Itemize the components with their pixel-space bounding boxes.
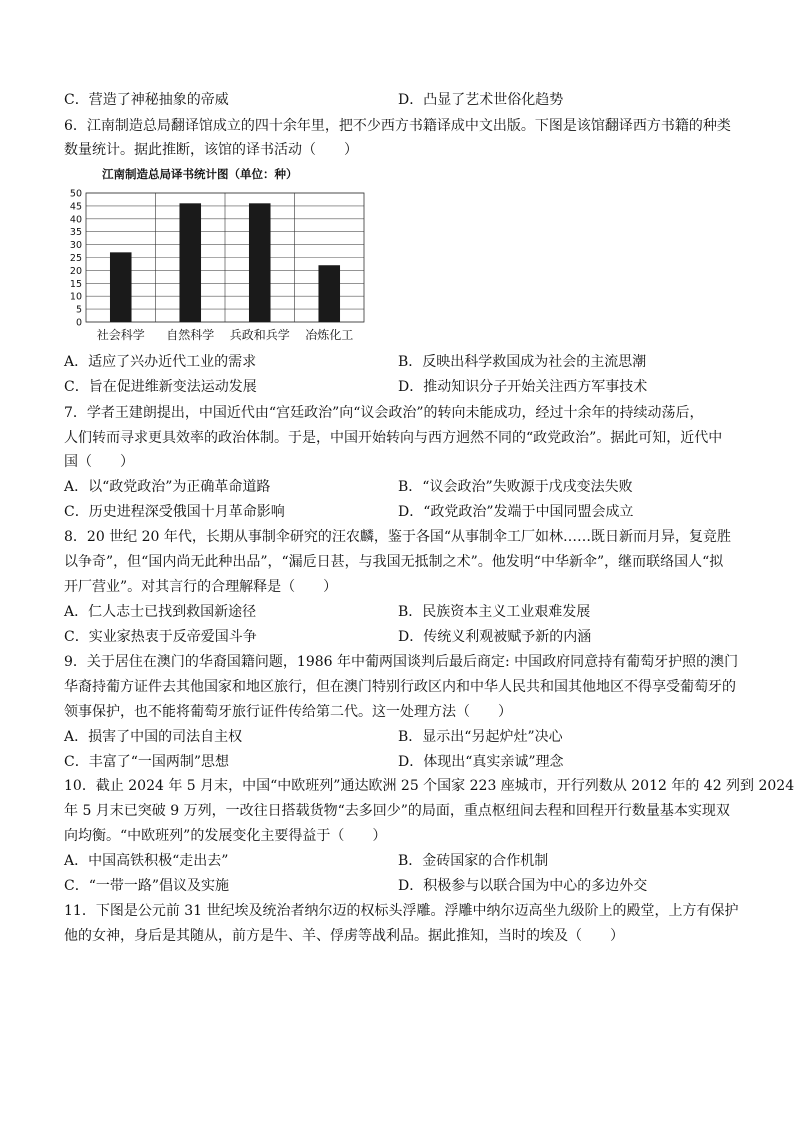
q6-option-d: D．推动知识分子开始关注西方军事技术	[398, 379, 648, 395]
bar	[249, 203, 271, 322]
bar	[179, 203, 201, 322]
q10-stem-line-2: 年 5 月末已突破 9 万列，一改往日搭载货物“去多回少”的局面，重点枢纽间去程和回程开行数量基本实现双	[64, 803, 730, 819]
q5-option-d: D．凸显了艺术世俗化趋势	[398, 92, 564, 108]
q9-option-b: B．显示出“另起炉灶”决心	[398, 729, 563, 745]
y-tick-label: 25	[69, 253, 82, 264]
q6-stem-line-1: 6．江南制造总局翻译馆成立的四十余年里，把不少西方书籍译成中文出版。下图是该馆翻译西方书籍的种类	[64, 118, 731, 134]
y-tick-label: 15	[69, 278, 82, 290]
y-tick-label: 30	[69, 240, 82, 252]
q10-option-b: B．金砖国家的合作机制	[398, 853, 549, 869]
x-tick-label: 自然科学	[166, 328, 215, 342]
q10-option-d: D．积极参与以联合国为中心的多边外交	[398, 878, 648, 894]
y-tick-label: 40	[69, 214, 82, 226]
q8-stem-line-3: 开厂营业”。对其言行的合理解释是（ ）	[64, 579, 338, 595]
chart-title: 江南制造总局译书统计图（单位：种）	[102, 167, 298, 181]
y-tick-label: 5	[75, 304, 82, 316]
q7-stem-line-1: 7．学者王建朗提出，中国近代由“宫廷政治”向“议会政治”的转向未能成功，经过十余年的持续动荡后，	[64, 405, 704, 421]
q6-option-c: C．旨在促进维新变法运动发展	[64, 379, 257, 395]
y-tick-label: 10	[69, 291, 82, 303]
x-tick-label: 冶炼化工	[305, 328, 354, 342]
q8-stem-line-1: 8．20 世纪 20 年代，长期从事制伞研究的汪农麟，鉴于各国“从事制伞工厂如林……既日新而月异，复竞胜	[64, 529, 732, 545]
y-tick-label: 50	[69, 188, 82, 200]
q9-option-d: D．体现出“真实亲诚”理念	[398, 754, 564, 770]
q8-option-b: B．民族资本主义工业艰难发展	[398, 604, 591, 620]
y-tick-label: 0	[75, 317, 82, 329]
q10-option-c: C．“一带一路”倡议及实施	[64, 878, 230, 894]
q10-option-a: A．中国高铁积极“走出去”	[64, 853, 229, 869]
y-tick-label: 45	[69, 201, 82, 213]
q8-option-d: D．传统义利观被赋予新的内涵	[398, 629, 592, 645]
y-tick-label: 20	[69, 265, 82, 277]
q7-option-a: A．以“政党政治”为正确革命道路	[64, 479, 271, 495]
bar	[110, 252, 132, 322]
chart-plot-area	[70, 189, 364, 343]
q7-option-d: D．“政党政治”发端于中国同盟会成立	[398, 504, 634, 520]
q8-stem-line-2: 以争奇”，但“国内尚无此种出品”，“漏卮日甚，与我国无抵制之术”。他发明“中华新伞”，继而联络国人“拟	[64, 554, 724, 570]
translation-bar-chart	[64, 165, 374, 345]
q7-stem-line-3: 国（ ）	[64, 454, 134, 470]
q8-option-c: C．实业家热衷于反帝爱国斗争	[64, 629, 257, 645]
q11-stem-line-1: 11．下图是公元前 31 世纪埃及统治者纳尔迈的权标头浮雕。浮雕中纳尔迈高坐九级阶上的殿堂，上方有保护	[64, 903, 739, 919]
q8-option-a: A．仁人志士已找到救国新途径	[64, 604, 257, 620]
q9-option-a: A．损害了中国的司法自主权	[64, 729, 243, 745]
x-tick-label: 社会科学	[96, 328, 145, 342]
q11-stem-line-2: 他的女神，身后是其随从，前方是牛、羊、俘虏等战利品。据此推知，当时的埃及（ ）	[64, 928, 624, 944]
y-tick-label: 35	[69, 227, 82, 239]
q9-option-c: C．丰富了“一国两制”思想	[64, 754, 230, 770]
q6-option-b: B．反映出科学救国成为社会的主流思潮	[398, 354, 647, 370]
q7-option-c: C．历史进程深受俄国十月革命影响	[64, 504, 285, 520]
q7-option-b: B．“议会政治”失败源于戊戌变法失败	[398, 479, 633, 495]
q10-stem-line-1: 10．截止 2024 年 5 月末，中国“中欧班列”通达欧洲 25 个国家 223 座城市，开行列数从 2012 年的 42 列到 2024	[64, 778, 794, 794]
q10-stem-line-3: 向均衡。“中欧班列”的发展变化主要得益于（ ）	[64, 828, 387, 844]
q6-option-a: A．适应了兴办近代工业的需求	[64, 354, 257, 370]
x-tick-label: 兵政和兵学	[229, 328, 290, 342]
bar	[318, 265, 340, 322]
q9-stem-line-1: 9．关于居住在澳门的华裔国籍问题，1986 年中葡两国谈判后最后商定: 中国政府同意持有葡萄牙护照的澳门	[64, 654, 739, 670]
q9-stem-line-3: 领事保护，也不能将葡萄牙旅行证件传给第二代。这一处理方法（ ）	[64, 704, 512, 720]
q7-stem-line-2: 人们转而寻求更具效率的政治体制。于是，中国开始转向与西方迥然不同的“政党政治”。据此可知，近代中	[64, 430, 723, 446]
q9-stem-line-2: 华裔持葡方证件去其他国家和地区旅行，但在澳门特别行政区内和中华人民共和国其他地区不得享受葡萄牙的	[64, 679, 736, 695]
q5-option-c: C．营造了神秘抽象的帝威	[64, 92, 229, 108]
q6-stem-line-2: 数量统计。据此推断，该馆的译书活动（ ）	[64, 142, 358, 158]
